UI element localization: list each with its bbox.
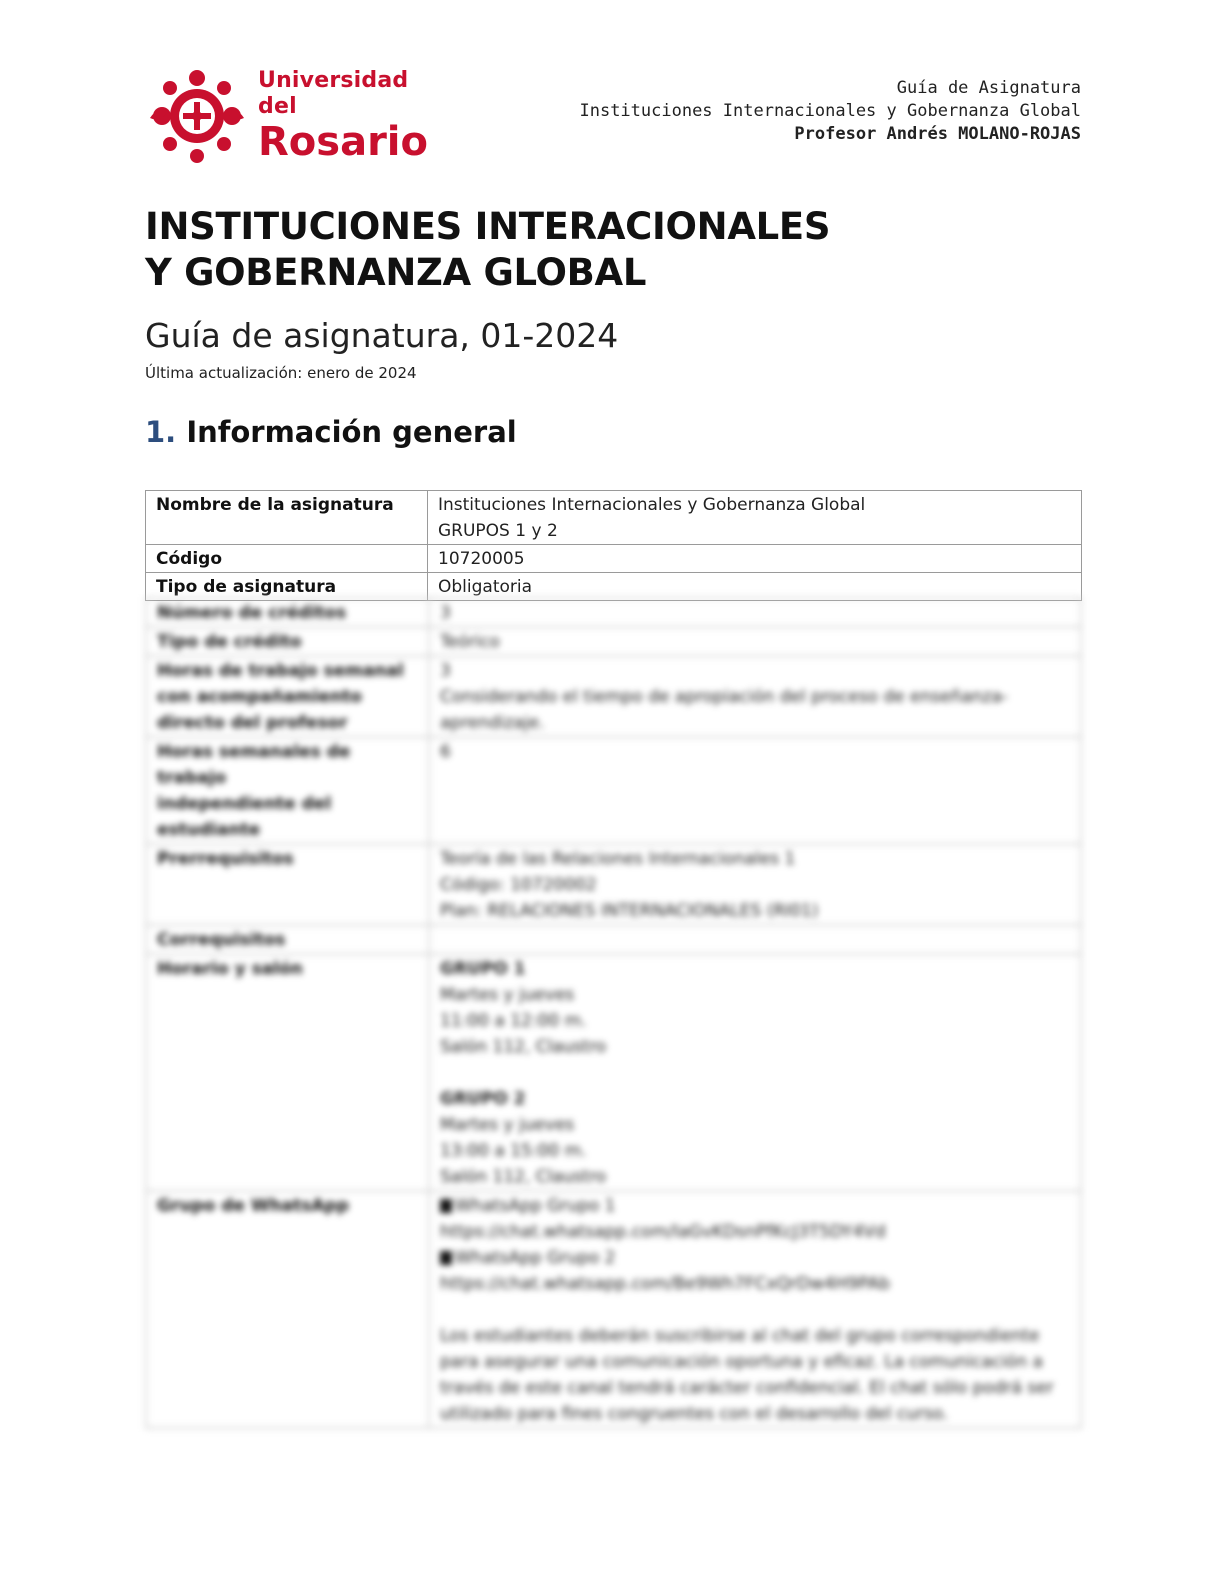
row-value-line: aprendizaje. — [440, 713, 545, 733]
row-value-gap — [440, 1060, 1070, 1086]
row-value-line: GRUPOS 1 y 2 — [438, 521, 558, 541]
row-key — [146, 737, 429, 844]
section-heading — [145, 412, 517, 452]
table-row — [146, 844, 1081, 925]
row-value-gap — [440, 1297, 1070, 1323]
table-row — [146, 954, 1081, 1191]
row-value — [429, 954, 1081, 1191]
row-value: Obligatoria — [428, 573, 1082, 601]
row-value-line — [440, 1245, 1070, 1271]
row-value-line: Considerando el tiempo de apropiación del proceso de enseñanza- — [440, 687, 1008, 707]
row-value: Teórico — [429, 627, 1081, 656]
row-value-line: utilizado para fines congruentes con el desarrollo del curso. — [440, 1404, 949, 1424]
row-value-line: Martes y jueves — [440, 1115, 575, 1135]
row-value-line: Código: 10720002 — [440, 875, 597, 895]
table-row — [146, 627, 1081, 656]
row-value-line: Plan: RELACIONES INTERNACIONALES (RI01) — [440, 901, 819, 921]
page-title-line2: Y GOBERNANZA GLOBAL — [145, 251, 647, 294]
page-title-line1: INSTITUCIONES INTERACIONALES — [145, 205, 831, 248]
row-key: Grupo de WhatsApp — [146, 1191, 429, 1428]
row-value: 3 — [429, 598, 1081, 627]
header-professor: Profesor Andrés MOLANO-ROJAS — [794, 124, 1081, 144]
blurred-table — [145, 597, 1082, 1429]
logo-text-line2: Rosario — [258, 119, 428, 165]
row-key — [146, 656, 429, 737]
row-key: Código — [146, 545, 428, 573]
row-key-line: independiente del — [157, 794, 332, 814]
whatsapp-icon — [440, 1251, 452, 1265]
header-course-name: Instituciones Internacionales y Gobernanza Global — [579, 101, 1081, 121]
logo-text-line1: Universidad del — [258, 68, 409, 119]
row-value: 10720005 — [428, 545, 1082, 573]
table-row — [146, 491, 1082, 545]
section-number: 1. — [145, 415, 177, 449]
doc-type: Guía de Asignatura — [896, 78, 1081, 98]
whatsapp-group-1-link[interactable]: https://chat.whatsapp.com/IaGvKDsnPfKcJ3T5DY4Vd — [440, 1222, 886, 1242]
whatsapp-group-2-label: WhatsApp Grupo 2 — [455, 1248, 616, 1268]
row-key: Número de créditos — [146, 598, 429, 627]
section-title: Información general — [186, 415, 517, 449]
row-value-line: 11:00 a 12:00 m. — [440, 1011, 587, 1031]
row-value — [429, 656, 1081, 737]
row-key: Tipo de crédito — [146, 627, 429, 656]
page-subtitle: Guía de asignatura, 01-2024 — [145, 316, 619, 355]
row-value-line: Teoría de las Relaciones Internacionales 1 — [440, 849, 796, 869]
table-row — [146, 598, 1081, 627]
table-row — [146, 545, 1082, 573]
row-value-line: para asegurar una comunicación oportuna y eficaz. La comunicación a — [440, 1352, 1043, 1372]
row-key: Tipo de asignatura — [146, 573, 428, 601]
last-updated: Última actualización: enero de 2024 — [145, 364, 417, 382]
table-row — [146, 1191, 1081, 1428]
row-value-line: Salón 112, Claustro — [440, 1037, 607, 1057]
row-value-line: 13:00 a 15:00 m. — [440, 1141, 587, 1161]
row-key: Prerrequisitos — [146, 844, 429, 925]
row-key-line: Horas semanales de trabajo — [157, 742, 351, 788]
blurred-table-region — [140, 597, 1086, 1424]
row-value-line: Instituciones Internacionales y Gobernanza Global — [438, 495, 866, 515]
row-value-line: Martes y jueves — [440, 985, 575, 1005]
row-value — [428, 491, 1082, 545]
row-key: Horario y salón — [146, 954, 429, 1191]
document-header-info — [579, 77, 1081, 146]
row-value-line: 3 — [440, 661, 451, 681]
row-value — [429, 1191, 1081, 1428]
row-value-line: Salón 112, Claustro — [440, 1167, 607, 1187]
row-key-line: estudiante — [157, 820, 261, 840]
row-key-line: Horas de trabajo semanal — [157, 661, 404, 681]
row-value-line: GRUPO 1 — [440, 959, 526, 979]
row-key-line: directo del profesor — [157, 713, 348, 733]
general-info-table — [145, 490, 1082, 601]
row-value-line: través de este canal tendrá carácter confidencial. El chat sólo podrá ser — [440, 1378, 1054, 1398]
whatsapp-icon — [440, 1199, 452, 1213]
university-seal-icon — [148, 66, 246, 166]
page-title — [145, 204, 830, 296]
row-key: Nombre de la asignatura — [146, 491, 428, 545]
row-value — [429, 844, 1081, 925]
row-value-line: GRUPO 2 — [440, 1089, 526, 1109]
row-value-line — [440, 1193, 1070, 1219]
university-logo — [148, 66, 428, 166]
table-row — [146, 656, 1081, 737]
whatsapp-group-2-link[interactable]: https://chat.whatsapp.com/Be9Wh7FCxQrDw4H9PAb — [440, 1274, 891, 1294]
row-key-line: con acompañamiento — [157, 687, 362, 707]
table-row — [146, 737, 1081, 844]
row-value-line: Los estudiantes deberán suscribirse al chat del grupo correspondiente — [440, 1326, 1040, 1346]
row-key: Correquisitos — [146, 925, 429, 954]
whatsapp-group-1-label: WhatsApp Grupo 1 — [455, 1196, 616, 1216]
row-value — [429, 925, 1081, 954]
table-row — [146, 925, 1081, 954]
row-value: 6 — [429, 737, 1081, 844]
